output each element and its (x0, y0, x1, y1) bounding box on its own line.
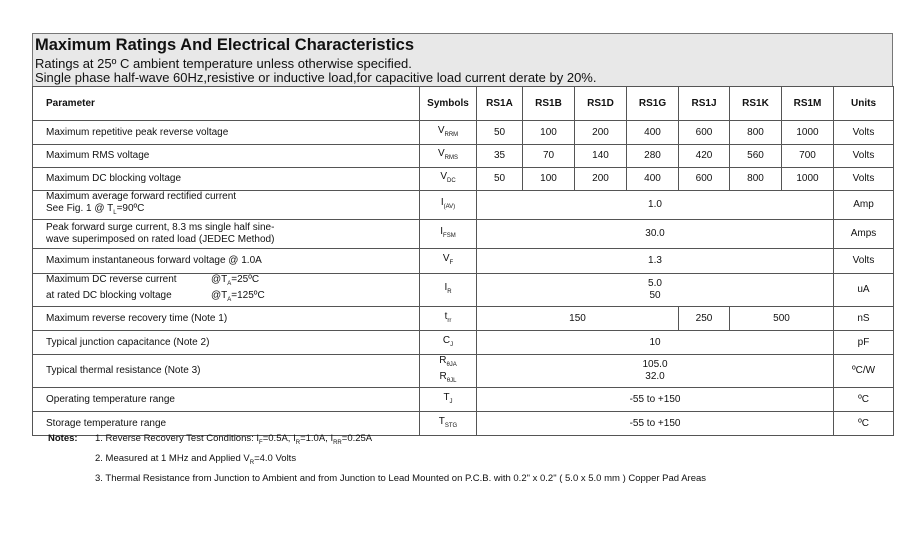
cell-value: 280 (627, 145, 679, 168)
col-model: RS1D (575, 87, 627, 121)
row-symbol: $I_{(AV)}$ (420, 191, 477, 220)
col-symbols: Symbols (420, 87, 477, 121)
cell-value (477, 355, 834, 388)
col-parameter: Parameter (33, 87, 420, 121)
cell-value: 1000 (782, 168, 834, 191)
row-symbol: $V_{DC}$ (420, 168, 477, 191)
cell-value: 1.0 (477, 191, 834, 220)
table-row (33, 274, 894, 307)
row-param-line: wave superimposed on rated load (JEDEC Method) (46, 234, 275, 245)
ratings-table (32, 86, 894, 436)
row-symbol: $T_J$ (420, 388, 477, 412)
col-model: RS1G (627, 87, 679, 121)
row-unit: Amp (834, 191, 894, 220)
row-param (33, 220, 420, 249)
table-row (33, 355, 894, 388)
table-row (33, 331, 894, 355)
row-param (33, 274, 420, 307)
row-symbol: $C_J$ (420, 331, 477, 355)
note-1: 1. Reverse Recovery Test Conditions: $I_F=0.5A$, $I_R=1.0A$, $I_{RR}=0.25A$ (95, 433, 373, 446)
row-param: Operating temperature range (33, 388, 420, 412)
header-line-1: Ratings at 25º C ambient temperature unless otherwise specified. (35, 56, 412, 71)
row-symbol: $V_F$ (420, 249, 477, 274)
row-param-line: Maximum DC reverse current $@T_A=25ºC$ (46, 274, 260, 287)
row-unit: ºC (834, 412, 894, 436)
header-box (32, 33, 893, 86)
row-param: Maximum instantaneous forward voltage @ 1.0A (33, 249, 420, 274)
row-param: Typical thermal resistance (Note 3) (33, 355, 420, 388)
col-model: RS1B (523, 87, 575, 121)
row-unit: pF (834, 331, 894, 355)
cell-value: 140 (575, 145, 627, 168)
col-model: RS1A (477, 87, 523, 121)
cell-value: 600 (679, 168, 730, 191)
cell-value: 560 (730, 145, 782, 168)
cell-value: 800 (730, 121, 782, 145)
table-row (33, 191, 894, 220)
table-header-row (33, 87, 894, 121)
row-unit: Amps (834, 220, 894, 249)
row-symbol: $V_{RMS}$ (420, 145, 477, 168)
cell-value-line: 32.0 (645, 371, 665, 382)
cell-value (477, 274, 834, 307)
cell-value: 600 (679, 121, 730, 145)
row-symbol: $I_R$ (420, 274, 477, 307)
row-param: Maximum reverse recovery time (Note 1) (33, 307, 420, 331)
table-row (33, 249, 894, 274)
row-symbol: $I_{FSM}$ (420, 220, 477, 249)
col-model: RS1M (782, 87, 834, 121)
col-model: RS1K (730, 87, 782, 121)
cell-value: 200 (575, 168, 627, 191)
row-unit: uA (834, 274, 894, 307)
cell-value: 1.3 (477, 249, 834, 274)
row-param: Typical junction capacitance (Note 2) (33, 331, 420, 355)
row-symbol: $T_{STG}$ (420, 412, 477, 436)
row-unit: Volts (834, 168, 894, 191)
cell-value: 35 (477, 145, 523, 168)
table-row (33, 145, 894, 168)
cell-value-line: 5.0 (648, 278, 662, 289)
cell-value: 500 (730, 307, 834, 331)
cell-value: 10 (477, 331, 834, 355)
col-units: Units (834, 87, 894, 121)
cell-value: 700 (782, 145, 834, 168)
notes-label: Notes: (48, 433, 78, 444)
row-symbol: $t_{rr}$ (420, 307, 477, 331)
cell-value: 250 (679, 307, 730, 331)
row-unit: Volts (834, 121, 894, 145)
header-line-2: Single phase half-wave 60Hz,resistive or inductive load,for capacitive load current derate by 20%. (35, 70, 597, 85)
row-unit: ºC/W (834, 355, 894, 388)
row-unit: Volts (834, 145, 894, 168)
table-row (33, 307, 894, 331)
cell-value-line: 105.0 (642, 359, 668, 370)
cell-value: 400 (627, 168, 679, 191)
row-param: Storage temperature range (33, 412, 420, 436)
row-unit: ºC (834, 388, 894, 412)
note-2: 2. Measured at 1 MHz and Applied $V_R=4.0$ Volts (95, 453, 297, 466)
cell-value: 50 (477, 168, 523, 191)
cell-value: 400 (627, 121, 679, 145)
col-model: RS1J (679, 87, 730, 121)
table-row (33, 121, 894, 145)
cell-value: 50 (477, 121, 523, 145)
note-3: 3. Thermal Resistance from Junction to Ambient and from Junction to Lead Mounted on P.C.B. with 0.2" x 0.2" ( 5.0 x 5.0 mm ) Copper Pad Areas (95, 473, 707, 484)
cell-value: 420 (679, 145, 730, 168)
cell-value: 70 (523, 145, 575, 168)
cell-value: 30.0 (477, 220, 834, 249)
cell-value: 200 (575, 121, 627, 145)
page-title: Maximum Ratings And Electrical Characteristics (35, 36, 415, 54)
cell-value: 100 (523, 168, 575, 191)
row-unit: Volts (834, 249, 894, 274)
table-row (33, 220, 894, 249)
row-unit: nS (834, 307, 894, 331)
cell-value: 800 (730, 168, 782, 191)
cell-value: -55 to +150 (477, 388, 834, 412)
row-param-line: at rated DC blocking voltage $@T_A=125ºC$ (46, 290, 265, 303)
table-row (33, 388, 894, 412)
cell-value: 150 (477, 307, 679, 331)
row-param (33, 191, 420, 220)
row-symbol: $V_{RRM}$ (420, 121, 477, 145)
row-param-line: See Fig. 1 @ $T_L=90ºC$ (46, 203, 145, 216)
row-param-line: Peak forward surge current, 8.3 ms single half sine- (46, 222, 275, 233)
row-param-line: Maximum average forward rectified current (46, 191, 237, 202)
row-symbol: $R_{\theta JA}$ $R_{\theta JL}$ (420, 355, 477, 388)
cell-value: 100 (523, 121, 575, 145)
row-param: Maximum DC blocking voltage (33, 168, 420, 191)
cell-value: -55 to +150 (477, 412, 834, 436)
cell-value-line: 50 (649, 290, 661, 301)
row-param: Maximum repetitive peak reverse voltage (33, 121, 420, 145)
table-row (33, 168, 894, 191)
cell-value: 1000 (782, 121, 834, 145)
row-param: Maximum RMS voltage (33, 145, 420, 168)
